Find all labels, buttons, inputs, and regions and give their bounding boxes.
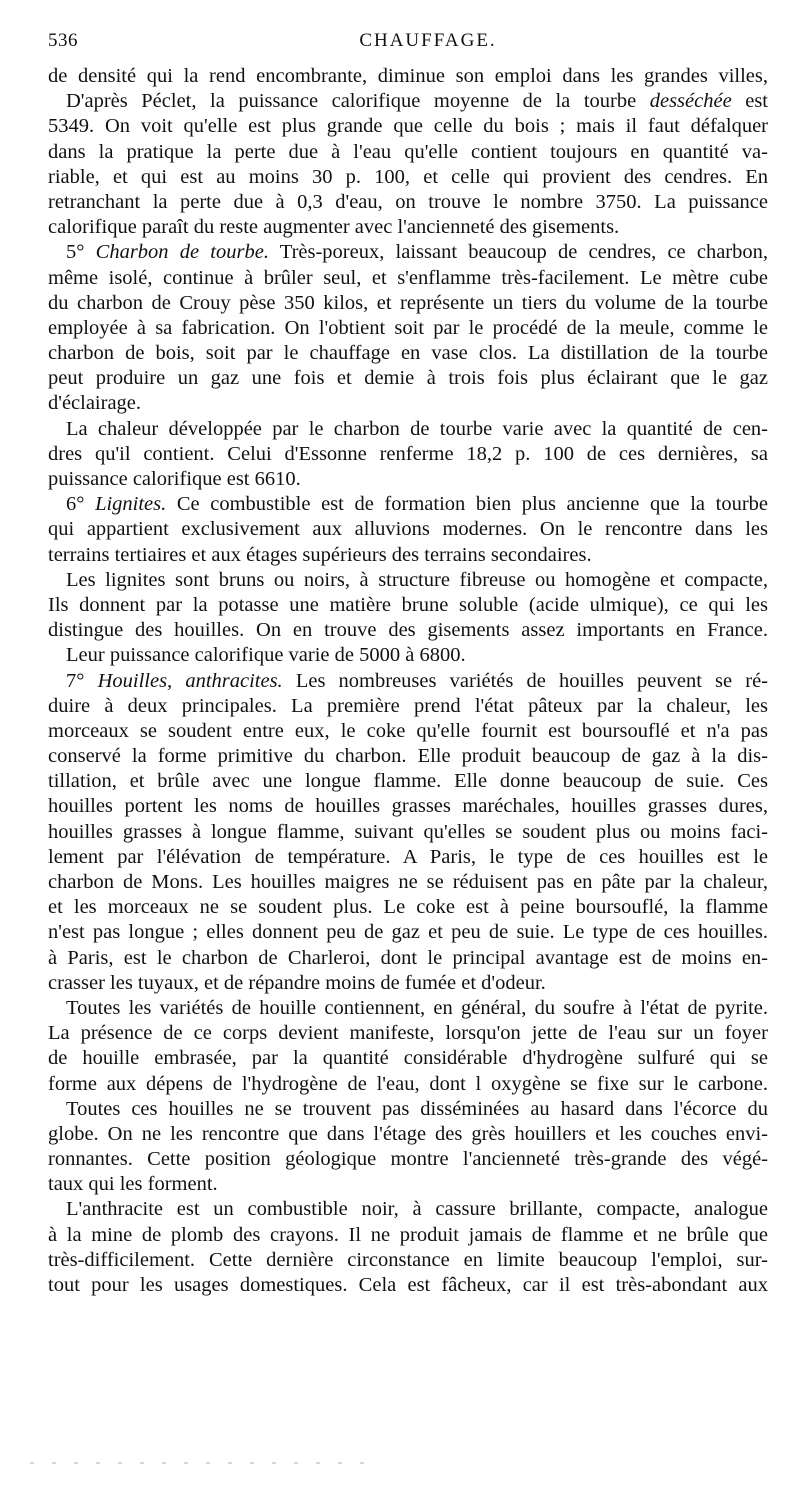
body-text bbox=[48, 64, 768, 1298]
text-line: très-difficilement. Cette dernière circonstance en limite beaucoup l'emploi, sur- bbox=[48, 1248, 768, 1271]
text-line: à Paris, est le charbon de Charleroi, dont le principal avantage est de moins en- bbox=[48, 946, 768, 969]
text-line: n'est pas longue ; elles donnent peu de gaz et peu de suie. Le type de ces houilles. bbox=[48, 921, 768, 944]
text-line: peut produire un gaz une fois et demie à trois fois plus éclairant que le gaz bbox=[48, 367, 768, 390]
text-line: distingue des houilles. On en trouve des gisements assez importants en France. bbox=[48, 619, 768, 642]
running-title: CHAUFFAGE. bbox=[359, 30, 497, 51]
text-line: puissance calorifique est 6610. bbox=[48, 468, 301, 490]
text-line: 5349. On voit qu'elle est plus grande que celle du bois ; mais il faut défalquer bbox=[48, 115, 768, 138]
text-line: qui appartient exclusivement aux alluvions modernes. On le rencontre dans les bbox=[48, 518, 768, 541]
text-line: lement par l'élévation de température. A Paris, le type de ces houilles est le bbox=[48, 845, 768, 868]
page-number: 536 bbox=[48, 30, 78, 51]
text-line: La présence de ce corps devient manifeste, lorsqu'on jette de l'eau sur un foyer bbox=[48, 1022, 768, 1045]
text-line: D'après Péclet, la puissance calorifique moyenne de la tourbe desséchée est bbox=[66, 90, 768, 113]
text-line: riable, et qui est au moins 30 p. 100, et celle qui provient des cendres. En bbox=[48, 165, 768, 188]
text-line: calorifique paraît du reste augmenter avec l'ancienneté des gisements. bbox=[48, 216, 620, 239]
text-line: L'anthracite est un combustible noir, à cassure brillante, compacte, analogue bbox=[66, 1198, 768, 1221]
text-line: crasser les tuyaux, et de répandre moins de fumée et d'odeur. bbox=[48, 971, 546, 994]
text-line: dres qu'il contient. Celui d'Essonne renferme 18,2 p. 100 de ces dernières, sa bbox=[48, 442, 768, 465]
scan-artifact bbox=[30, 1462, 370, 1464]
text-line: tillation, et brûle avec une longue flamme. Elle donne beaucoup de suie. Ces bbox=[48, 770, 768, 793]
text-line: Les lignites sont bruns ou noirs, à structure fibreuse ou homogène et compacte, bbox=[66, 568, 768, 591]
text-line: charbon de bois, soit par le chauffage en vase clos. La distillation de la tourbe bbox=[48, 342, 768, 365]
text-line: employée à sa fabrication. On l'obtient soit par le procédé de la meule, comme le bbox=[48, 316, 768, 339]
text-line: 6° Lignites. Ce combustible est de formation bien plus ancienne que la tourbe bbox=[66, 493, 768, 516]
text-line: conservé la forme primitive du charbon. Elle produit beaucoup de gaz à la dis- bbox=[48, 745, 768, 768]
text-line: Ils donnent par la potasse une matière brune soluble (acide ulmique), ce qui les bbox=[48, 593, 768, 616]
text-line: retranchant la perte due à 0,3 d'eau, on trouve le nombre 3750. La puissance bbox=[48, 190, 768, 213]
text-line: tout pour les usages domestiques. Cela est fâcheux, car il est très-abondant aux bbox=[48, 1274, 768, 1296]
text-line: du charbon de Crouy pèse 350 kilos, et représente un tiers du volume de la tourbe bbox=[48, 291, 768, 314]
text-line: à la mine de plomb des crayons. Il ne produit jamais de flamme et ne brûle que bbox=[48, 1223, 768, 1246]
text-line: houilles grasses à longue flamme, suivant qu'elles se soudent plus ou moins faci- bbox=[48, 820, 768, 843]
page-header bbox=[48, 30, 768, 56]
text-line: forme aux dépens de l'hydrogène de l'eau, dont l oxygène se fixe sur le carbone. bbox=[48, 1072, 768, 1095]
text-line: 7° Houilles, anthracites. Les nombreuses variétés de houilles peuvent se ré- bbox=[66, 669, 768, 692]
text-line: ronnantes. Cette position géologique montre l'ancienneté très-grande des végé- bbox=[48, 1148, 768, 1171]
text-line: houilles portent les noms de houilles grasses maréchales, houilles grasses dures, bbox=[48, 795, 768, 818]
text-line: dans la pratique la perte due à l'eau qu'elle contient toujours en quantité va- bbox=[48, 140, 768, 163]
text-line: Toutes ces houilles ne se trouvent pas disséminées au hasard dans l'écorce du bbox=[66, 1097, 768, 1120]
text-line: charbon de Mons. Les houilles maigres ne se réduisent pas en pâte par la chaleur, bbox=[48, 871, 768, 893]
text-line: Leur puissance calorifique varie de 5000 à 6800. bbox=[66, 644, 466, 667]
text-line: même isolé, continue à brûler seul, et s'enflamme très-facilement. Le mètre cube bbox=[48, 266, 768, 289]
text-line: d'éclairage. bbox=[48, 392, 142, 415]
text-line: globe. On ne les rencontre que dans l'étage des grès houillers et les couches envi- bbox=[48, 1122, 768, 1145]
text-line: 5° Charbon de tourbe. Très-poreux, laissant beaucoup de cendres, ce charbon, bbox=[66, 241, 769, 264]
text-line: de densité qui la rend encombrante, diminue son emploi dans les grandes villes, bbox=[48, 65, 768, 87]
text-line: de houille embrasée, par la quantité considérable d'hydrogène sulfuré qui se bbox=[48, 1047, 768, 1070]
text-line: La chaleur développée par le charbon de tourbe varie avec la quantité de cen- bbox=[66, 417, 768, 440]
text-line: duire à deux principales. La première prend l'état pâteux par la chaleur, les bbox=[48, 694, 768, 717]
text-line: taux qui les forment. bbox=[48, 1173, 218, 1196]
text-line: morceaux se soudent entre eux, le coke qu'elle fournit est boursouflé et n'a pas bbox=[48, 719, 768, 742]
text-line: Toutes les variétés de houille contiennent, en général, du soufre à l'état de pyrite. bbox=[66, 996, 768, 1019]
text-line: terrains tertiaires et aux étages supérieurs des terrains secondaires. bbox=[48, 543, 592, 566]
text-line: et les morceaux ne se soudent plus. Le coke est à peine boursouflé, la flamme bbox=[48, 896, 768, 919]
